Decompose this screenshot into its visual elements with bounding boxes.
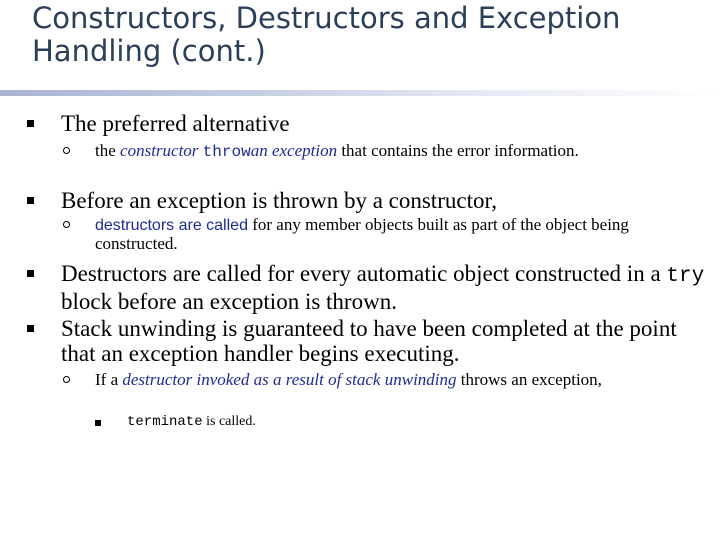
circle-bullet-icon [63,376,70,383]
square-bullet-icon [27,197,34,204]
sub-bullet-destructors-called [95,216,695,253]
sub-bullet-destructor-invoked [95,371,695,389]
sub-text: If a [95,370,123,389]
sub-text: throws an exception, [456,370,602,389]
bullet-before-exception: Before an exception is thrown by a constructor, [61,188,497,213]
emphasis-text: an exception [250,141,338,160]
bullet-stack-unwinding: Stack unwinding is guaranteed to have been completed at the point that an exception handler begins executing. [61,316,677,366]
bullet-text: block before an exception is thrown. [61,289,397,314]
sub-sub-text: is called. [202,414,256,429]
sub-text: for any member objects built as part of the object being constructed. [95,215,629,253]
title-divider [0,90,720,96]
sub-text: that contains the error information. [337,141,579,160]
bullet-text: Destructors are called for every automatic object constructed in a [61,261,667,286]
code-text: try [666,265,705,288]
emphasis-text: destructors are called [95,217,248,234]
square-bullet-icon [27,325,34,332]
square-bullet-icon [27,270,34,277]
sub-sub-bullet-terminate [127,414,627,430]
emphasis-text: constructor [120,141,203,160]
bullet-destructors-automatic [61,261,711,314]
square-bullet-icon [27,120,34,127]
sub-text: the [95,141,121,160]
code-text: terminate [127,414,203,430]
square-bullet-icon [95,420,101,426]
slide-title: Constructors, Destructors and Exception Handling (cont.) [32,1,621,68]
bullet-preferred-alternative: The preferred alternative [61,111,290,136]
emphasis-text: destructor invoked as a result of stack unwinding [122,370,457,389]
circle-bullet-icon [63,221,70,228]
sub-bullet-constructor-throw [95,142,695,161]
circle-bullet-icon [63,147,70,154]
code-text: throw [202,143,251,161]
